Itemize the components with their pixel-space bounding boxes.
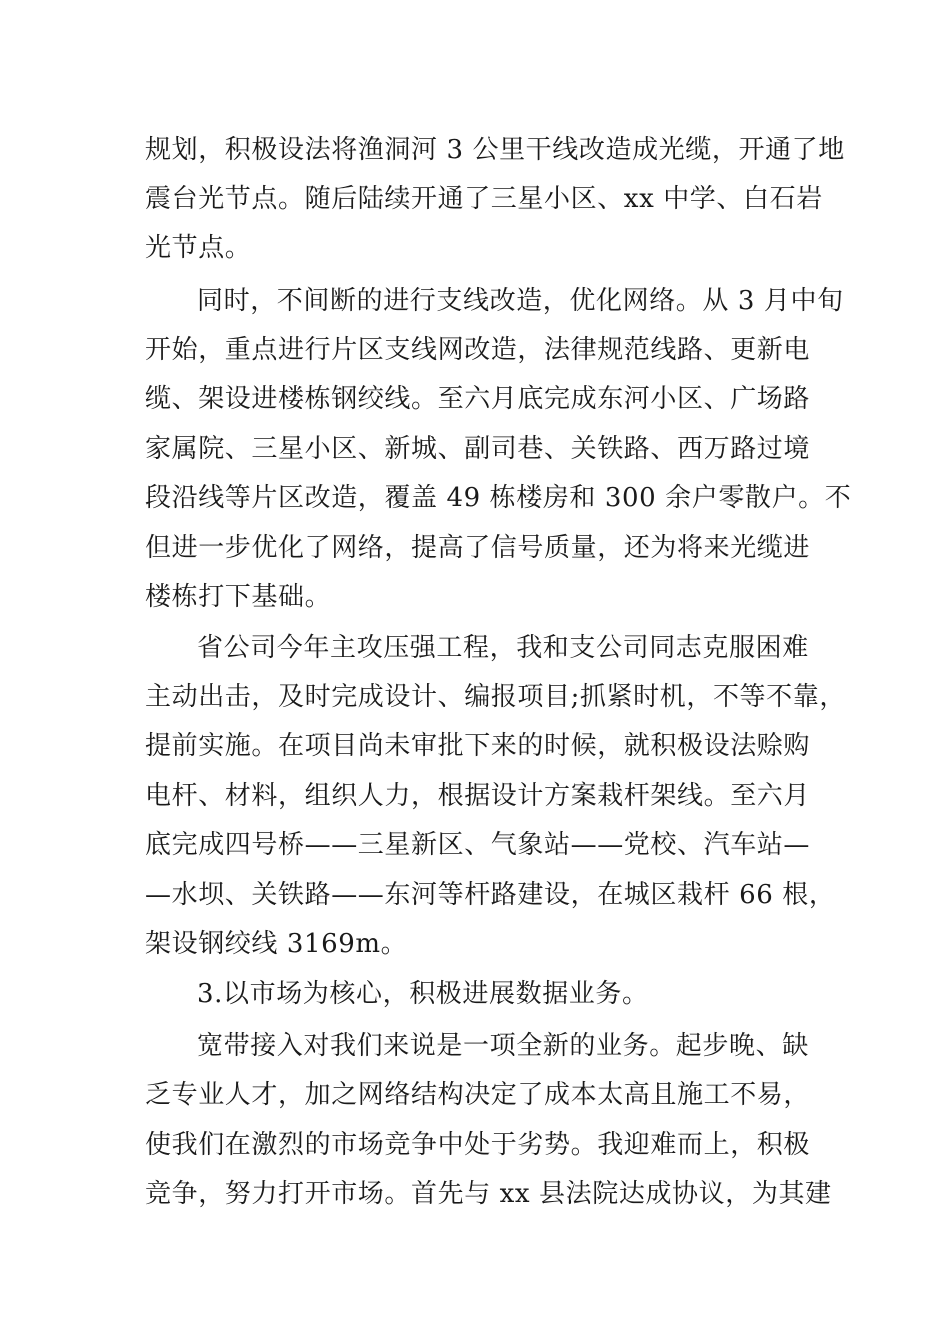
text-line: 家属院、三星小区、新城、副司巷、关铁路、西万路过境 — [145, 434, 811, 464]
text-line: 震台光节点。随后陆续开通了三星小区、xx 中学、白石岩 — [145, 184, 823, 214]
text-line: 但进一步优化了网络，提高了信号质量，还为将来光缆进 — [145, 533, 811, 563]
text-line: 乏专业人才，加之网络结构决定了成本太高且施工不易， — [145, 1080, 811, 1110]
text-line: 开始，重点进行片区支线网改造，法律规范线路、更新电 — [145, 335, 811, 365]
text-line: 竞争，努力打开市场。首先与 xx 县法院达成协议，为其建 — [145, 1179, 832, 1209]
text-line: 段沿线等片区改造，覆盖 49 栋楼房和 300 余户零散户。不 — [145, 483, 852, 513]
paragraph-first-line: 省公司今年主攻压强工程，我和支公司同志克服困难 — [197, 633, 809, 663]
text-line: 主动出击，及时完成设计、编报项目;抓紧时机，不等不靠， — [145, 682, 846, 712]
paragraph-first-line: 宽带接入对我们来说是一项全新的业务。起步晚、缺 — [197, 1031, 809, 1061]
paragraph-first-line: 同时，不间断的进行支线改造，优化网络。从 3 月中旬 — [197, 286, 844, 316]
text-line: 提前实施。在项目尚未审批下来的时候，就积极设法赊购 — [145, 731, 811, 761]
text-line: 使我们在激烈的市场竞争中处于劣势。我迎难而上，积极 — [145, 1130, 811, 1160]
text-line: 规划，积极设法将渔洞河 3 公里干线改造成光缆，开通了地 — [145, 135, 845, 165]
text-line: 底完成四号桥——三星新区、气象站——党校、汽车站— — [145, 830, 811, 860]
text-line: 光节点。 — [145, 233, 252, 263]
text-line: 缆、架设进楼栋钢绞线。至六月底完成东河小区、广场路 — [145, 384, 811, 414]
section-heading: 3.以市场为核心，积极进展数据业务。 — [197, 979, 649, 1009]
text-line: —水坝、关铁路——东河等杆路建设，在城区栽杆 66 根， — [145, 880, 836, 910]
text-line: 电杆、材料，组织人力，根据设计方案栽杆架线。至六月 — [145, 781, 811, 811]
text-line: 楼栋打下基础。 — [145, 582, 332, 612]
text-line: 架设钢绞线 3169m。 — [145, 929, 408, 959]
